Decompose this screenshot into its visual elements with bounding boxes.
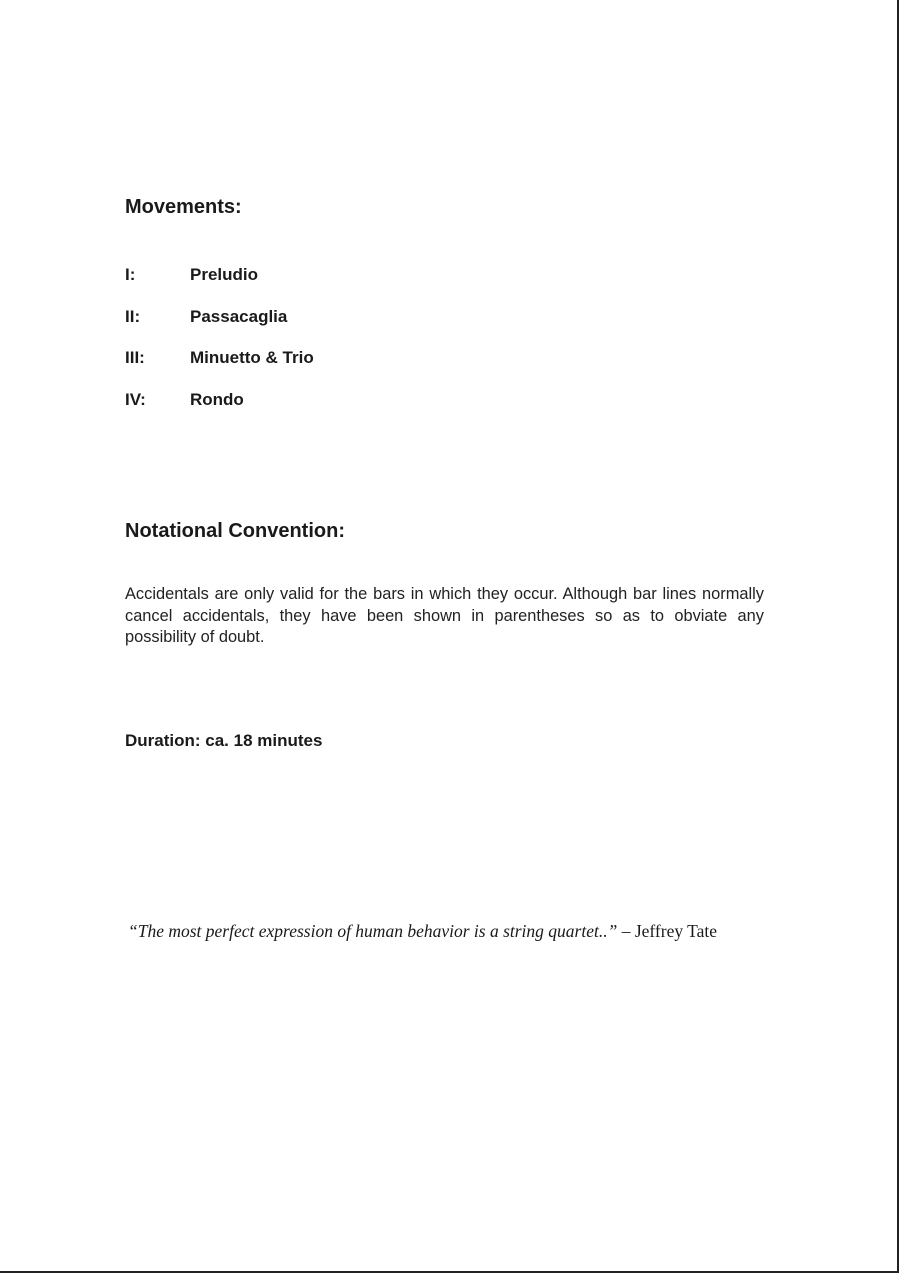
movement-name: Minuetto & Trio bbox=[190, 348, 314, 367]
notational-convention-text: Accidentals are only valid for the bars in which they occur. Although bar lines normally cancel accidentals, they have been shown in parentheses so as to obviate any possibility of doubt. bbox=[125, 585, 764, 646]
movement-item bbox=[125, 307, 287, 327]
movement-number: III: bbox=[125, 348, 145, 367]
quote-attribution: – Jeffrey Tate bbox=[617, 921, 718, 941]
epigraph bbox=[128, 921, 717, 942]
notational-convention-heading: Notational Convention: bbox=[125, 520, 345, 542]
movements-heading: Movements: bbox=[125, 196, 242, 218]
movement-item bbox=[125, 348, 314, 368]
movement-name: Passacaglia bbox=[190, 307, 288, 326]
movement-item bbox=[125, 390, 244, 410]
movement-name: Rondo bbox=[190, 390, 244, 409]
movement-item bbox=[125, 265, 258, 285]
quote-text: “The most perfect expression of human behavior is a string quartet..” bbox=[128, 921, 618, 941]
duration-text: Duration: ca. 18 minutes bbox=[125, 731, 323, 750]
movement-name: Preludio bbox=[190, 265, 259, 284]
movement-number: IV: bbox=[125, 390, 146, 409]
movement-number: I: bbox=[125, 265, 136, 284]
movement-number: II: bbox=[125, 307, 141, 326]
